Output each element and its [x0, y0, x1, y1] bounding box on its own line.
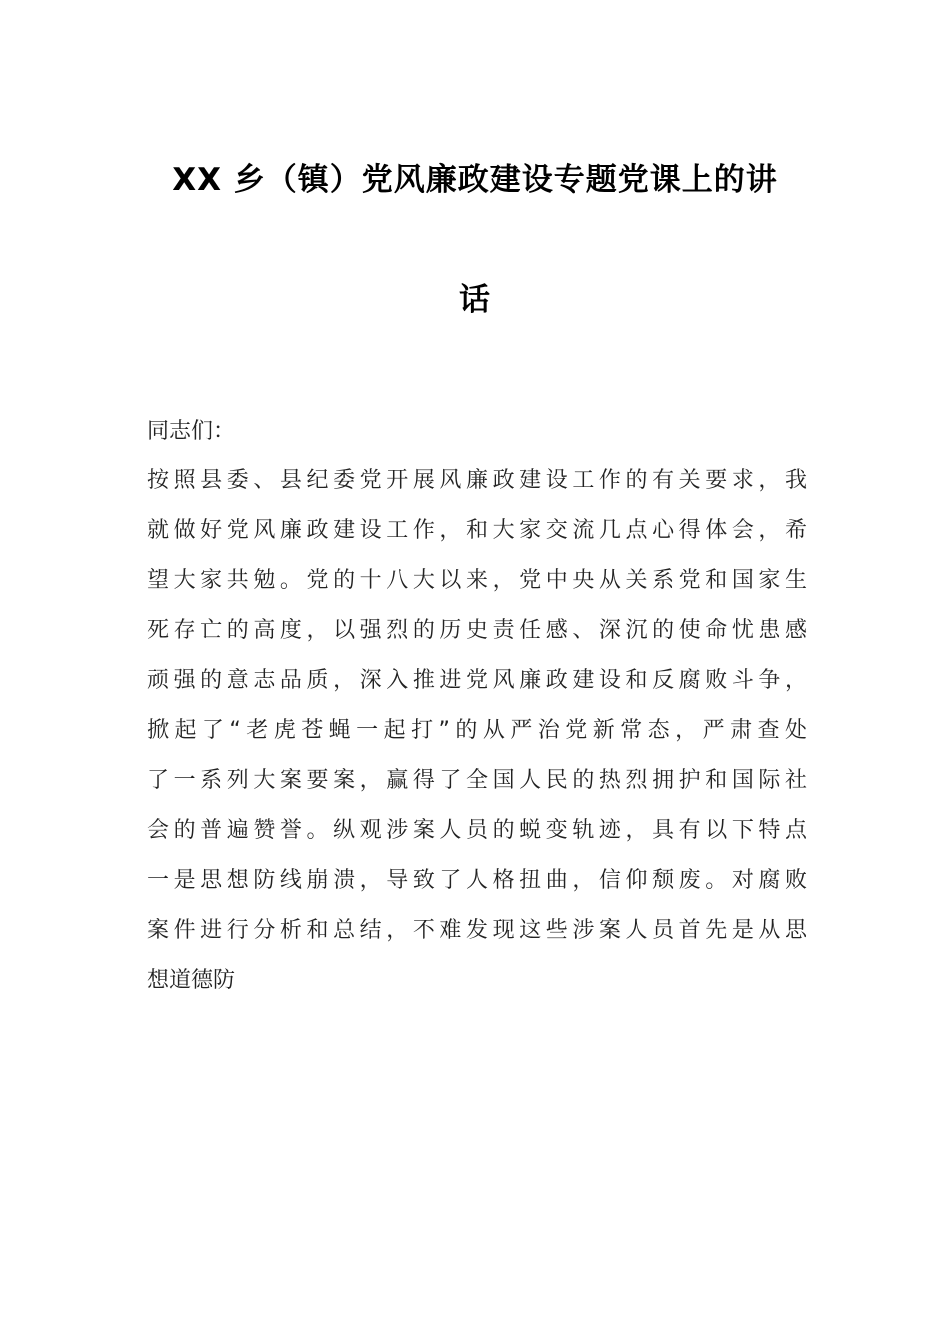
paragraph-line: 会的普遍赞誉。纵观涉案人员的蜕变轨迹，具有以下特点 — [147, 818, 807, 843]
document-title-line-1: XX 乡（镇）党风廉政建设专题党课上的讲 — [172, 162, 778, 198]
document-title-line-2: 话 — [459, 282, 491, 318]
paragraph-line: 顽强的意志品质，深入推进党风廉政建设和反腐败斗争， — [147, 668, 807, 693]
paragraph-line: 按照县委、县纪委党开展风廉政建设工作的有关要求，我 — [147, 468, 807, 493]
paragraph-line: 望大家共勉。党的十八大以来，党中央从关系党和国家生 — [147, 568, 807, 593]
paragraph-line: 一是思想防线崩溃，导致了人格扭曲，信仰颓废。对腐败 — [147, 868, 807, 893]
paragraph-line: 了一系列大案要案，赢得了全国人民的热烈拥护和国际社 — [147, 768, 807, 793]
paragraph-line: 掀起了“老虎苍蝇一起打”的从严治党新常态，严肃查处 — [147, 718, 807, 743]
paragraph-line: 想道德防 — [147, 968, 236, 993]
paragraph-line: 案件进行分析和总结，不难发现这些涉案人员首先是从思 — [147, 918, 807, 943]
salutation: 同志们： — [147, 419, 236, 444]
paragraph-line: 死存亡的高度，以强烈的历史责任感、深沉的使命忧患感 — [147, 618, 807, 643]
paragraph-line: 就做好党风廉政建设工作，和大家交流几点心得体会，希 — [147, 518, 807, 543]
